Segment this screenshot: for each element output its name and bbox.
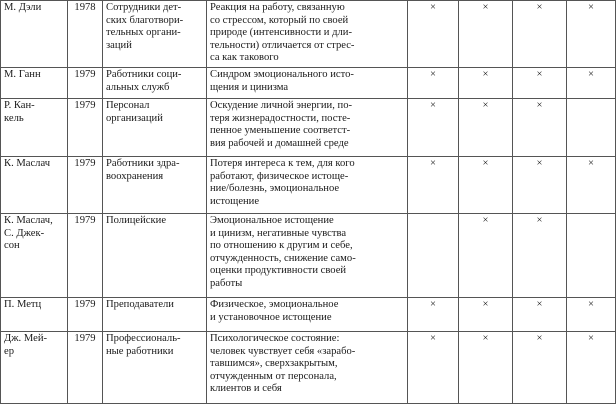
definition-cell: Эмоциональное истощение и цинизм, негативные чувства по отношению к другим и себе, отчужденность, снижение само- оценки продуктивности своей работы xyxy=(207,214,408,298)
author-cell: Дж. Мей- ер xyxy=(1,332,68,404)
mark-cell: × xyxy=(408,68,459,99)
year-cell: 1979 xyxy=(68,298,103,332)
table-row xyxy=(1,68,616,99)
mark-cell: × xyxy=(459,157,513,214)
year-cell: 1979 xyxy=(68,99,103,157)
author-cell: М. Дэли xyxy=(1,1,68,68)
author-cell: К. Маслач xyxy=(1,157,68,214)
mark-cell: × xyxy=(567,157,616,214)
author-cell: П. Метц xyxy=(1,298,68,332)
mark-cell: × xyxy=(459,68,513,99)
group-cell: Преподаватели xyxy=(103,298,207,332)
table-row xyxy=(1,1,616,68)
definition-cell: Физическое, эмоциональное и установочное истощение xyxy=(207,298,408,332)
author-cell: К. Маслач, С. Джек- сон xyxy=(1,214,68,298)
mark-cell: × xyxy=(459,99,513,157)
mark-cell: × xyxy=(513,68,567,99)
table-row xyxy=(1,157,616,214)
mark-cell: × xyxy=(567,1,616,68)
mark-cell: × xyxy=(408,99,459,157)
mark-cell xyxy=(408,214,459,298)
mark-cell: × xyxy=(459,332,513,404)
year-cell: 1979 xyxy=(68,68,103,99)
table-row xyxy=(1,332,616,404)
year-cell: 1979 xyxy=(68,332,103,404)
mark-cell: × xyxy=(459,214,513,298)
table-row xyxy=(1,214,616,298)
mark-cell: × xyxy=(459,1,513,68)
author-cell: М. Ганн xyxy=(1,68,68,99)
definition-cell: Оскудение личной энергии, по- теря жизнерадостности, посте- пенное уменьшение соответст- вия рабочей и домашней среде xyxy=(207,99,408,157)
mark-cell xyxy=(567,99,616,157)
mark-cell: × xyxy=(408,332,459,404)
mark-cell: × xyxy=(513,332,567,404)
mark-cell: × xyxy=(513,214,567,298)
year-cell: 1978 xyxy=(68,1,103,68)
mark-cell: × xyxy=(408,157,459,214)
mark-cell: × xyxy=(408,298,459,332)
definition-cell: Потеря интереса к тем, для кого работают, физическое истоще- ние/болезнь, эмоциональное истощение xyxy=(207,157,408,214)
mark-cell: × xyxy=(567,332,616,404)
mark-cell: × xyxy=(408,1,459,68)
table-row xyxy=(1,99,616,157)
mark-cell: × xyxy=(513,1,567,68)
group-cell: Работники здра- воохранения xyxy=(103,157,207,214)
definition-cell: Реакция на работу, связанную со стрессом, который по своей природе (интенсивности и дли- тельности) отличается от стрес- са как такового xyxy=(207,1,408,68)
mark-cell: × xyxy=(567,298,616,332)
mark-cell: × xyxy=(459,298,513,332)
mark-cell: × xyxy=(513,157,567,214)
mark-cell: × xyxy=(513,99,567,157)
mark-cell: × xyxy=(567,68,616,99)
group-cell: Профессиональ- ные работники xyxy=(103,332,207,404)
year-cell: 1979 xyxy=(68,214,103,298)
mark-cell: × xyxy=(513,298,567,332)
definition-cell: Психологическое состояние: человек чувствует себя «зарабо- тавшимся», сверхзакрытым, отчужденным от персонала, клиентов и себя xyxy=(207,332,408,404)
group-cell: Сотрудники дет- ских благотвори- тельных органи- заций xyxy=(103,1,207,68)
mark-cell xyxy=(567,214,616,298)
year-cell: 1979 xyxy=(68,157,103,214)
author-cell: Р. Кан- кель xyxy=(1,99,68,157)
table-row xyxy=(1,298,616,332)
definition-cell: Синдром эмоционального исто- щения и цинизма xyxy=(207,68,408,99)
group-cell: Персонал организаций xyxy=(103,99,207,157)
group-cell: Полицейские xyxy=(103,214,207,298)
group-cell: Работники соци- альных служб xyxy=(103,68,207,99)
